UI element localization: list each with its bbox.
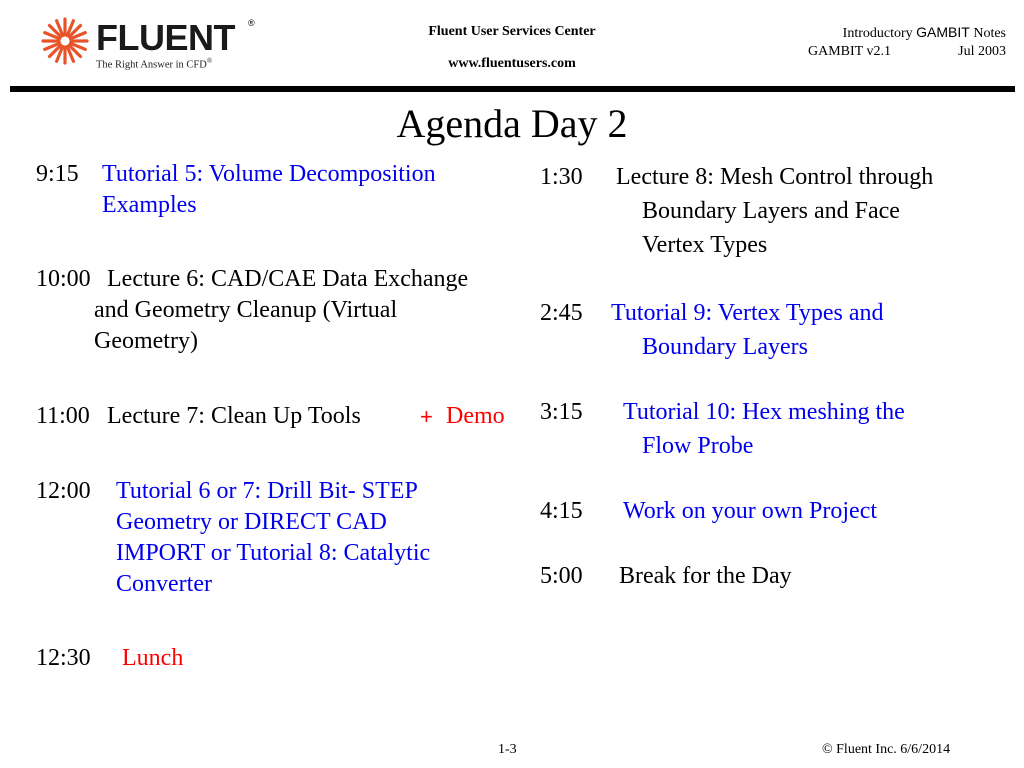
date-label: Jul 2003 (958, 44, 1006, 59)
page-title: Agenda Day 2 (396, 101, 628, 146)
logo-tagline: The Right Answer in CFD® (96, 57, 213, 71)
plus-icon: + (420, 404, 433, 429)
header-center-url: www.fluentusers.com (448, 56, 576, 71)
header-rule (10, 86, 1015, 92)
version-label: GAMBIT v2.1 (808, 44, 891, 59)
header-version-line (808, 44, 1006, 60)
header-notes-line: Introductory GAMBIT Notes (842, 24, 1006, 41)
logo-wordmark: FLUENT (96, 17, 235, 58)
fluent-logo (40, 14, 255, 74)
page-number: 1-3 (498, 742, 517, 757)
logo-registered-mark: ® (248, 18, 255, 28)
fluent-starburst-icon (40, 16, 90, 66)
copyright-notice: © Fluent Inc. 6/6/2014 (822, 742, 951, 757)
header-center-title: Fluent User Services Center (428, 24, 596, 39)
